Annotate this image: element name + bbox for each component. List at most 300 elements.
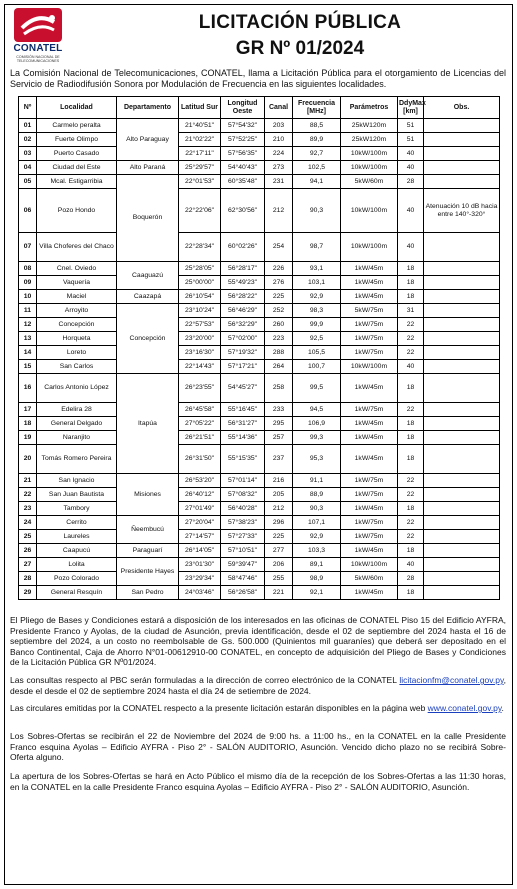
cell-num: 05 [19, 175, 37, 189]
cell-obs [424, 374, 500, 403]
cell-canal: 225 [265, 530, 293, 544]
cell-latitud: 26°23'55" [179, 374, 221, 403]
cell-latitud: 27°05'22" [179, 417, 221, 431]
cell-localidad: Tambory [37, 502, 117, 516]
cell-num: 23 [19, 502, 37, 516]
cell-frecuencia: 99,3 [293, 431, 341, 445]
cell-departamento: Misiones [117, 474, 179, 516]
paragraph-pliego: El Pliego de Bases y Condiciones estará a disposición de los interesados en las oficinas de CONATEL Piso 15 del Edificio AYFRA, Presidente Franco y Ayolas, de la ciudad de Asunción, previa identificación, desde el 02 de septiembre del 2024 hasta el 16 de septiembre del 2024, a un costo no reembolsable de Gs. 500.000 (Quinientos mil guaraníes) que deberá ser depositado en el Banco Continental, Caja de Ahorro N°01-00612910-00 CONATEL, en concepto de adquisición del Pliego de Bases y Condiciones de la Licitación Pública GR Nº01/2024. [10, 615, 506, 667]
cell-dkm: 31 [398, 304, 424, 318]
table-row [19, 558, 500, 572]
cell-num: 26 [19, 544, 37, 558]
cell-latitud: 23°16'30" [179, 346, 221, 360]
cell-canal: 233 [265, 403, 293, 417]
logo-name: CONATEL [13, 43, 63, 54]
table-row [19, 133, 500, 147]
cell-localidad: Villa Choferes del Chaco [37, 233, 117, 262]
col-header-frecuencia: Frecuencia [MHz] [293, 97, 341, 119]
cell-parametros: 1kW/75m [341, 318, 398, 332]
cell-longitud: 54°45'27" [221, 374, 265, 403]
cell-localidad: General Delgado [37, 417, 117, 431]
cell-localidad: Pozo Hondo [37, 189, 117, 233]
cell-dkm: 22 [398, 530, 424, 544]
cell-num: 27 [19, 558, 37, 572]
cell-departamento: Ñeembucú [117, 516, 179, 544]
cell-latitud: 22°22'06" [179, 189, 221, 233]
cell-dkm: 51 [398, 119, 424, 133]
cell-num: 06 [19, 189, 37, 233]
cell-dkm: 51 [398, 133, 424, 147]
cell-longitud: 56°40'28" [221, 502, 265, 516]
cell-obs [424, 530, 500, 544]
cell-num: 18 [19, 417, 37, 431]
cell-longitud: 56°46'29" [221, 304, 265, 318]
cell-canal: 223 [265, 332, 293, 346]
table-row [19, 572, 500, 586]
cell-localidad: Loreto [37, 346, 117, 360]
cell-frecuencia: 92,9 [293, 290, 341, 304]
cell-frecuencia: 99,9 [293, 318, 341, 332]
cell-frecuencia: 98,3 [293, 304, 341, 318]
cell-canal: 205 [265, 488, 293, 502]
cell-latitud: 21°40'51" [179, 119, 221, 133]
cell-frecuencia: 88,5 [293, 119, 341, 133]
cell-latitud: 22°17'11" [179, 147, 221, 161]
cell-num: 29 [19, 586, 37, 600]
cell-longitud: 58°47'46" [221, 572, 265, 586]
cell-obs [424, 431, 500, 445]
cell-obs [424, 161, 500, 175]
cell-parametros: 10kW/100m [341, 360, 398, 374]
cell-latitud: 23°10'24" [179, 304, 221, 318]
cell-dkm: 40 [398, 360, 424, 374]
cell-longitud: 57°02'00" [221, 332, 265, 346]
cell-canal: 296 [265, 516, 293, 530]
cell-localidad: San Juan Bautista [37, 488, 117, 502]
col-header-departamento: Departamento [117, 97, 179, 119]
cell-num: 11 [19, 304, 37, 318]
table-row [19, 304, 500, 318]
cell-parametros: 5kW/60m [341, 175, 398, 189]
cell-parametros: 1kW/45m [341, 544, 398, 558]
cell-obs [424, 346, 500, 360]
col-header-canal: Canal [265, 97, 293, 119]
cell-localidad: San Carlos [37, 360, 117, 374]
cell-departamento: Caazapá [117, 290, 179, 304]
cell-longitud: 57°54'32" [221, 119, 265, 133]
cell-obs [424, 133, 500, 147]
col-header-localidad: Localidad [37, 97, 117, 119]
table-row [19, 262, 500, 276]
col-header-obs: Obs. [424, 97, 500, 119]
cell-obs [424, 474, 500, 488]
cell-num: 01 [19, 119, 37, 133]
cell-obs: Atenuación 10 dB hacia entre 140°-320° [424, 189, 500, 233]
table-row [19, 516, 500, 530]
cell-latitud: 22°01'53" [179, 175, 221, 189]
table-row [19, 346, 500, 360]
cell-frecuencia: 105,5 [293, 346, 341, 360]
cell-num: 19 [19, 431, 37, 445]
cell-localidad: Concepción [37, 318, 117, 332]
cell-canal: 264 [265, 360, 293, 374]
cell-canal: 224 [265, 147, 293, 161]
cell-canal: 237 [265, 445, 293, 474]
table-row [19, 189, 500, 233]
cell-obs [424, 445, 500, 474]
paragraph-recepcion: Los Sobres-Ofertas se recibirán el 22 de Noviembre del 2024 de 9:00 hs. a 11:00 hs., en la CONATEL en la calle Presidente Franco esquina Ayolas – Edificio AYFRA - Piso 2° - SALÓN AUDITORIO, Asunción. Vencido dicho plazo no se recibirá Sobre-Oferta alguno. [10, 731, 506, 762]
cell-latitud: 22°57'53" [179, 318, 221, 332]
paragraph-circulares [10, 703, 506, 714]
cell-obs [424, 276, 500, 290]
cell-obs [424, 488, 500, 502]
cell-frecuencia: 106,9 [293, 417, 341, 431]
cell-frecuencia: 103,3 [293, 544, 341, 558]
cell-obs [424, 318, 500, 332]
logo-subtitle: COMISIÓN NACIONAL DE TELECOMUNICACIONES [16, 55, 60, 63]
cell-longitud: 56°28'17" [221, 262, 265, 276]
cell-parametros: 10kW/100m [341, 558, 398, 572]
cell-dkm: 22 [398, 332, 424, 346]
cell-longitud: 57°01'14" [221, 474, 265, 488]
table-row [19, 586, 500, 600]
consultas-text-end: , desde el desde el 02 de septiembre 2024 hasta el día 24 de setiembre de 2024. [10, 675, 506, 696]
cell-num: 22 [19, 488, 37, 502]
cell-localidad: Lolita [37, 558, 117, 572]
cell-parametros: 1kW/45m [341, 262, 398, 276]
cell-parametros: 10kW/100m [341, 147, 398, 161]
cell-departamento: Concepción [117, 304, 179, 374]
cell-parametros: 25kW120m [341, 133, 398, 147]
licitacion-table-wrapper [18, 96, 499, 600]
cell-num: 13 [19, 332, 37, 346]
cell-num: 04 [19, 161, 37, 175]
cell-parametros: 1kW/45m [341, 586, 398, 600]
cell-latitud: 26°31'50" [179, 445, 221, 474]
cell-localidad: General Resquín [37, 586, 117, 600]
cell-latitud: 26°21'51" [179, 431, 221, 445]
cell-obs [424, 502, 500, 516]
col-header-dkm: DdyMax [km] [398, 97, 424, 119]
table-row [19, 445, 500, 474]
cell-canal: 210 [265, 133, 293, 147]
table-row [19, 417, 500, 431]
table-row [19, 233, 500, 262]
cell-dkm: 22 [398, 474, 424, 488]
cell-longitud: 59°39'47" [221, 558, 265, 572]
cell-localidad: San Ignacio [37, 474, 117, 488]
cell-latitud: 22°28'34" [179, 233, 221, 262]
cell-frecuencia: 103,1 [293, 276, 341, 290]
conatel-logo [10, 8, 66, 66]
paragraph-consultas [10, 675, 506, 696]
cell-canal: 273 [265, 161, 293, 175]
cell-longitud: 56°26'58" [221, 586, 265, 600]
cell-obs [424, 572, 500, 586]
cell-longitud: 57°27'33" [221, 530, 265, 544]
cell-latitud: 27°14'57" [179, 530, 221, 544]
table-row [19, 175, 500, 189]
cell-dkm: 18 [398, 417, 424, 431]
table-row [19, 290, 500, 304]
cell-frecuencia: 98,9 [293, 572, 341, 586]
cell-departamento: San Pedro [117, 586, 179, 600]
cell-dkm: 40 [398, 147, 424, 161]
cell-longitud: 57°17'21" [221, 360, 265, 374]
cell-dkm: 18 [398, 544, 424, 558]
cell-longitud: 57°10'51" [221, 544, 265, 558]
cell-parametros: 10kW/100m [341, 233, 398, 262]
cell-num: 14 [19, 346, 37, 360]
circulares-text: Las circulares emitidas por la CONATEL respecto a la presente licitación estarán disponibles en la página web [10, 703, 428, 713]
cell-longitud: 60°35'48" [221, 175, 265, 189]
consultas-text: Las consultas respecto al PBC serán formuladas a la dirección de correo electrónico de la CONATEL [10, 675, 400, 685]
cell-num: 28 [19, 572, 37, 586]
cell-dkm: 40 [398, 558, 424, 572]
cell-frecuencia: 92,5 [293, 332, 341, 346]
cell-departamento: Alto Paraguay [117, 119, 179, 161]
cell-num: 03 [19, 147, 37, 161]
cell-localidad: Ciudad del Este [37, 161, 117, 175]
cell-dkm: 22 [398, 346, 424, 360]
cell-localidad: Naranjito [37, 431, 117, 445]
cell-parametros: 1kW/75m [341, 488, 398, 502]
cell-parametros: 1kW/45m [341, 445, 398, 474]
cell-canal: 226 [265, 262, 293, 276]
cell-departamento: Boquerón [117, 175, 179, 262]
cell-latitud: 26°14'05" [179, 544, 221, 558]
cell-obs [424, 290, 500, 304]
table-row [19, 403, 500, 417]
cell-num: 24 [19, 516, 37, 530]
cell-frecuencia: 89,9 [293, 133, 341, 147]
cell-localidad: Arroyito [37, 304, 117, 318]
cell-longitud: 55°14'36" [221, 431, 265, 445]
cell-dkm: 18 [398, 502, 424, 516]
cell-latitud: 27°20'04" [179, 516, 221, 530]
cell-canal: 257 [265, 431, 293, 445]
cell-longitud: 55°16'45" [221, 403, 265, 417]
cell-obs [424, 304, 500, 318]
cell-localidad: Caapucú [37, 544, 117, 558]
cell-latitud: 26°10'54" [179, 290, 221, 304]
cell-obs [424, 119, 500, 133]
intro-paragraph: La Comisión Nacional de Telecomunicaciones, CONATEL, llama a Licitación Pública para el otorgamiento de Licencias del Servicio de Radiodifusión Sonora por Modulación de Frecuencia en las siguientes localidades. [10, 68, 506, 89]
logo-icon [14, 8, 62, 42]
cell-longitud: 55°49'23" [221, 276, 265, 290]
cell-frecuencia: 94,5 [293, 403, 341, 417]
cell-dkm: 18 [398, 276, 424, 290]
cell-obs [424, 175, 500, 189]
cell-frecuencia: 95,3 [293, 445, 341, 474]
cell-latitud: 23°20'00" [179, 332, 221, 346]
licitacion-table [18, 96, 500, 600]
cell-frecuencia: 92,1 [293, 586, 341, 600]
cell-parametros: 1kW/45m [341, 417, 398, 431]
col-header-parametros: Parámetros [341, 97, 398, 119]
cell-longitud: 57°56'35" [221, 147, 265, 161]
cell-canal: 216 [265, 474, 293, 488]
cell-localidad: Carmelo peralta [37, 119, 117, 133]
cell-frecuencia: 90,3 [293, 189, 341, 233]
cell-num: 12 [19, 318, 37, 332]
cell-obs [424, 147, 500, 161]
table-row [19, 488, 500, 502]
cell-canal: 212 [265, 502, 293, 516]
cell-localidad: Fuerte Olimpo [37, 133, 117, 147]
cell-parametros: 1kW/45m [341, 276, 398, 290]
cell-num: 02 [19, 133, 37, 147]
cell-canal: 295 [265, 417, 293, 431]
cell-dkm: 18 [398, 262, 424, 276]
cell-parametros: 5kW/75m [341, 304, 398, 318]
cell-num: 17 [19, 403, 37, 417]
cell-frecuencia: 92,7 [293, 147, 341, 161]
cell-frecuencia: 91,1 [293, 474, 341, 488]
cell-localidad: Vaquería [37, 276, 117, 290]
cell-dkm: 18 [398, 586, 424, 600]
cell-canal: 252 [265, 304, 293, 318]
table-row [19, 318, 500, 332]
cell-localidad: Horqueta [37, 332, 117, 346]
table-row [19, 119, 500, 133]
cell-frecuencia: 89,1 [293, 558, 341, 572]
cell-parametros: 1kW/75m [341, 474, 398, 488]
cell-latitud: 25°29'57" [179, 161, 221, 175]
cell-longitud: 57°08'32" [221, 488, 265, 502]
email-link[interactable]: licitacionfm@conatel.gov.py [399, 675, 504, 685]
cell-parametros: 1kW/75m [341, 346, 398, 360]
paragraph-apertura: La apertura de los Sobres-Ofertas se hará en Acto Público el mismo día de la recepción de los Sobres-Ofertas a las 11:30 horas, en la CONATEL en la calle Presidente Franco esquina Ayolas – Edificio AYFRA - Piso 2° - SALÓN AUDITORIO, Asunción. [10, 771, 506, 792]
cell-localidad: Pozo Colorado [37, 572, 117, 586]
cell-localidad: Puerto Casado [37, 147, 117, 161]
col-header-num: Nº [19, 97, 37, 119]
cell-parametros: 10kW/100m [341, 189, 398, 233]
cell-longitud: 57°38'23" [221, 516, 265, 530]
cell-canal: 258 [265, 374, 293, 403]
cell-parametros: 1kW/45m [341, 374, 398, 403]
table-row [19, 474, 500, 488]
cell-latitud: 23°29'34" [179, 572, 221, 586]
cell-num: 10 [19, 290, 37, 304]
cell-canal: 203 [265, 119, 293, 133]
cell-num: 15 [19, 360, 37, 374]
cell-obs [424, 262, 500, 276]
cell-localidad: Mcal. Estigarribia [37, 175, 117, 189]
cell-parametros: 1kW/75m [341, 332, 398, 346]
cell-frecuencia: 88,9 [293, 488, 341, 502]
col-header-latitud: Latitud Sur [179, 97, 221, 119]
cell-localidad: Cnel. Oviedo [37, 262, 117, 276]
table-row [19, 161, 500, 175]
table-row [19, 431, 500, 445]
cell-num: 07 [19, 233, 37, 262]
cell-canal: 288 [265, 346, 293, 360]
cell-longitud: 60°02'26" [221, 233, 265, 262]
page-subtitle: GR Nº 01/2024 [235, 38, 365, 59]
cell-dkm: 22 [398, 516, 424, 530]
cell-departamento: Itapúa [117, 374, 179, 474]
cell-parametros: 10kW/100m [341, 161, 398, 175]
cell-obs [424, 233, 500, 262]
table-row [19, 147, 500, 161]
col-header-longitud: Longitud Oeste [221, 97, 265, 119]
cell-latitud: 25°28'05" [179, 262, 221, 276]
cell-frecuencia: 107,1 [293, 516, 341, 530]
cell-num: 16 [19, 374, 37, 403]
cell-obs [424, 558, 500, 572]
cell-departamento: Presidente Hayes [117, 558, 179, 586]
cell-frecuencia: 92,9 [293, 530, 341, 544]
cell-departamento: Paraguarí [117, 544, 179, 558]
cell-parametros: 1kW/45m [341, 431, 398, 445]
cell-canal: 221 [265, 586, 293, 600]
cell-dkm: 18 [398, 290, 424, 304]
cell-frecuencia: 93,1 [293, 262, 341, 276]
cell-parametros: 1kW/75m [341, 403, 398, 417]
cell-localidad: Laureles [37, 530, 117, 544]
cell-canal: 231 [265, 175, 293, 189]
cell-dkm: 28 [398, 175, 424, 189]
cell-canal: 277 [265, 544, 293, 558]
cell-latitud: 21°02'22" [179, 133, 221, 147]
cell-obs [424, 332, 500, 346]
cell-parametros: 1kW/75m [341, 530, 398, 544]
cell-departamento: Alto Paraná [117, 161, 179, 175]
table-row [19, 544, 500, 558]
page-title: LICITACIÓN PÚBLICA [198, 12, 402, 33]
cell-parametros: 1kW/45m [341, 502, 398, 516]
cell-longitud: 56°28'22" [221, 290, 265, 304]
cell-longitud: 57°19'32" [221, 346, 265, 360]
circulares-text-end: . [501, 703, 504, 713]
cell-obs [424, 544, 500, 558]
cell-latitud: 26°40'12" [179, 488, 221, 502]
cell-num: 25 [19, 530, 37, 544]
table-row [19, 502, 500, 516]
cell-canal: 206 [265, 558, 293, 572]
website-link[interactable]: www.conatel.gov.py [427, 703, 502, 713]
cell-frecuencia: 99,5 [293, 374, 341, 403]
cell-obs [424, 403, 500, 417]
table-row [19, 530, 500, 544]
cell-dkm: 40 [398, 189, 424, 233]
cell-dkm: 22 [398, 403, 424, 417]
cell-longitud: 55°15'35" [221, 445, 265, 474]
cell-parametros: 25kW120m [341, 119, 398, 133]
cell-dkm: 22 [398, 318, 424, 332]
cell-obs [424, 516, 500, 530]
table-header-row [19, 97, 500, 119]
cell-dkm: 18 [398, 431, 424, 445]
cell-parametros: 5kW/60m [341, 572, 398, 586]
cell-frecuencia: 90,3 [293, 502, 341, 516]
cell-longitud: 62°30'56" [221, 189, 265, 233]
cell-localidad: Edelira 28 [37, 403, 117, 417]
cell-latitud: 24°03'46" [179, 586, 221, 600]
cell-obs [424, 417, 500, 431]
cell-canal: 212 [265, 189, 293, 233]
cell-latitud: 22°14'43" [179, 360, 221, 374]
cell-dkm: 40 [398, 161, 424, 175]
cell-canal: 260 [265, 318, 293, 332]
cell-frecuencia: 100,7 [293, 360, 341, 374]
cell-longitud: 54°40'43" [221, 161, 265, 175]
cell-latitud: 27°01'49" [179, 502, 221, 516]
cell-parametros: 1kW/75m [341, 516, 398, 530]
cell-canal: 225 [265, 290, 293, 304]
cell-num: 21 [19, 474, 37, 488]
